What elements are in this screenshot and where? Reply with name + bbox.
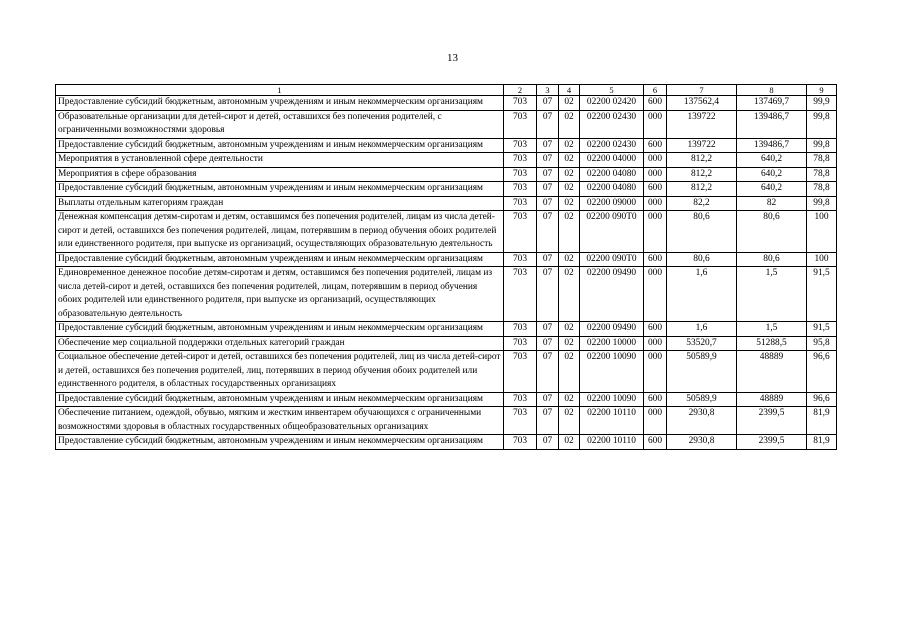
cell-col-section: 07: [537, 196, 559, 211]
cell-col-name: Образовательные организации для детей-сирот и детей, оставшихся без попечения родителей, с ограниченными возможностями здоровья: [56, 110, 504, 138]
cell-col-section: 07: [537, 435, 559, 450]
cell-col-admin: 703: [504, 153, 537, 168]
cell-col-subsection: 02: [559, 322, 580, 337]
cell-col-name: Предоставление субсидий бюджетным, автономным учреждениям и иным некоммерческим организациям: [56, 252, 504, 267]
cell-col-percent: 99,8: [807, 138, 837, 153]
cell-col-target: 02200 02430: [580, 138, 644, 153]
cell-col-type: 600: [644, 182, 667, 197]
cell-col-type: 600: [644, 252, 667, 267]
cell-col-percent: 99,9: [807, 96, 837, 111]
cell-col-subsection: 02: [559, 267, 580, 322]
cell-col-type: 600: [644, 392, 667, 407]
table-row: [56, 182, 837, 197]
cell-col-subsection: 02: [559, 252, 580, 267]
cell-col-admin: 703: [504, 196, 537, 211]
cell-col-plan: 53520,7: [667, 336, 737, 351]
cell-col-plan: 50589,9: [667, 392, 737, 407]
cell-col-name: Единовременное денежное пособие детям-сиротам и детям, оставшимся без попечения родителей, лицам из числа детей-сирот и детей, оставшихся без попечения родителей, лицам, потерявшим в период обучения обоих родителей или единственного родителя, при выпуске из организаций, осуществляющих образовательную деятельность: [56, 267, 504, 322]
cell-col-name: Предоставление субсидий бюджетным, автономным учреждениям и иным некоммерческим организациям: [56, 138, 504, 153]
header-col-name: 1: [56, 85, 504, 96]
cell-col-percent: 100: [807, 252, 837, 267]
cell-col-name: Выплаты отдельным категориям граждан: [56, 196, 504, 211]
cell-col-target: 02200 04000: [580, 153, 644, 168]
cell-col-percent: 91,5: [807, 267, 837, 322]
cell-col-admin: 703: [504, 252, 537, 267]
cell-col-target: 02200 10090: [580, 392, 644, 407]
cell-col-target: 02200 10110: [580, 407, 644, 435]
table-row: [56, 392, 837, 407]
cell-col-name: Социальное обеспечение детей-сирот и детей, оставшихся без попечения родителей, лиц из числа детей-сирот и детей, оставшихся без попечения родителей, лиц, потерявших в период обучения обоих родителей или единственного родителя, в областных государственных организациях: [56, 351, 504, 393]
cell-col-actual: 640,2: [737, 182, 807, 197]
cell-col-percent: 81,9: [807, 435, 837, 450]
cell-col-actual: 80,6: [737, 252, 807, 267]
cell-col-percent: 78,8: [807, 182, 837, 197]
cell-col-plan: 2930,8: [667, 407, 737, 435]
cell-col-type: 000: [644, 407, 667, 435]
header-row: [56, 85, 837, 96]
header-col-target: 5: [580, 85, 644, 96]
cell-col-percent: 99,8: [807, 196, 837, 211]
cell-col-plan: 2930,8: [667, 435, 737, 450]
cell-col-target: 02200 02430: [580, 110, 644, 138]
cell-col-name: Предоставление субсидий бюджетным, автономным учреждениям и иным некоммерческим организациям: [56, 435, 504, 450]
cell-col-type: 000: [644, 351, 667, 393]
cell-col-percent: 95,8: [807, 336, 837, 351]
cell-col-actual: 82: [737, 196, 807, 211]
cell-col-section: 07: [537, 96, 559, 111]
table-row: [56, 267, 837, 322]
cell-col-plan: 50589,9: [667, 351, 737, 393]
cell-col-admin: 703: [504, 435, 537, 450]
cell-col-section: 07: [537, 110, 559, 138]
cell-col-name: Предоставление субсидий бюджетным, автономным учреждениям и иным некоммерческим организациям: [56, 182, 504, 197]
cell-col-percent: 78,8: [807, 167, 837, 182]
cell-col-admin: 703: [504, 267, 537, 322]
cell-col-plan: 139722: [667, 110, 737, 138]
cell-col-plan: 137562,4: [667, 96, 737, 111]
header-col-admin: 2: [504, 85, 537, 96]
cell-col-actual: 2399,5: [737, 407, 807, 435]
cell-col-admin: 703: [504, 96, 537, 111]
cell-col-subsection: 02: [559, 351, 580, 393]
cell-col-percent: 100: [807, 211, 837, 253]
budget-table: [55, 84, 837, 450]
cell-col-type: 000: [644, 196, 667, 211]
cell-col-type: 600: [644, 435, 667, 450]
cell-col-admin: 703: [504, 211, 537, 253]
cell-col-subsection: 02: [559, 182, 580, 197]
cell-col-section: 07: [537, 322, 559, 337]
cell-col-target: 02200 09490: [580, 322, 644, 337]
table-row: [56, 322, 837, 337]
cell-col-subsection: 02: [559, 407, 580, 435]
table-row: [56, 110, 837, 138]
cell-col-type: 600: [644, 322, 667, 337]
cell-col-name: Предоставление субсидий бюджетным, автономным учреждениям и иным некоммерческим организациям: [56, 96, 504, 111]
cell-col-admin: 703: [504, 110, 537, 138]
cell-col-subsection: 02: [559, 435, 580, 450]
cell-col-section: 07: [537, 153, 559, 168]
cell-col-percent: 81,9: [807, 407, 837, 435]
header-col-section: 3: [537, 85, 559, 96]
cell-col-actual: 51288,5: [737, 336, 807, 351]
table-row: [56, 351, 837, 393]
cell-col-type: 000: [644, 267, 667, 322]
table-row: [56, 407, 837, 435]
cell-col-subsection: 02: [559, 153, 580, 168]
cell-col-subsection: 02: [559, 211, 580, 253]
cell-col-target: 02200 04080: [580, 167, 644, 182]
header-col-plan: 7: [667, 85, 737, 96]
cell-col-actual: 1,5: [737, 322, 807, 337]
cell-col-subsection: 02: [559, 110, 580, 138]
cell-col-type: 600: [644, 96, 667, 111]
cell-col-type: 000: [644, 110, 667, 138]
cell-col-section: 07: [537, 167, 559, 182]
cell-col-target: 02200 04080: [580, 182, 644, 197]
header-col-subsection: 4: [559, 85, 580, 96]
cell-col-name: Мероприятия в сфере образования: [56, 167, 504, 182]
cell-col-percent: 99,8: [807, 110, 837, 138]
cell-col-admin: 703: [504, 351, 537, 393]
cell-col-percent: 78,8: [807, 153, 837, 168]
cell-col-subsection: 02: [559, 336, 580, 351]
table-row: [56, 96, 837, 111]
cell-col-subsection: 02: [559, 138, 580, 153]
cell-col-name: Предоставление субсидий бюджетным, автономным учреждениям и иным некоммерческим организациям: [56, 322, 504, 337]
cell-col-actual: 48889: [737, 392, 807, 407]
table-row: [56, 167, 837, 182]
cell-col-type: 600: [644, 138, 667, 153]
table-row: [56, 138, 837, 153]
cell-col-subsection: 02: [559, 96, 580, 111]
page-number: 13: [447, 52, 458, 64]
cell-col-target: 02200 10090: [580, 351, 644, 393]
cell-col-plan: 139722: [667, 138, 737, 153]
cell-col-percent: 96,6: [807, 392, 837, 407]
cell-col-plan: 812,2: [667, 182, 737, 197]
cell-col-actual: 137469,7: [737, 96, 807, 111]
cell-col-section: 07: [537, 252, 559, 267]
cell-col-section: 07: [537, 267, 559, 322]
header-col-actual: 8: [737, 85, 807, 96]
cell-col-plan: 812,2: [667, 167, 737, 182]
cell-col-section: 07: [537, 336, 559, 351]
cell-col-actual: 48889: [737, 351, 807, 393]
cell-col-actual: 640,2: [737, 153, 807, 168]
table-row: [56, 211, 837, 253]
cell-col-actual: 2399,5: [737, 435, 807, 450]
cell-col-name: Обеспечение мер социальной поддержки отдельных категорий граждан: [56, 336, 504, 351]
table-row: [56, 196, 837, 211]
table-row: [56, 153, 837, 168]
cell-col-percent: 96,6: [807, 351, 837, 393]
cell-col-admin: 703: [504, 167, 537, 182]
cell-col-subsection: 02: [559, 392, 580, 407]
cell-col-section: 07: [537, 351, 559, 393]
cell-col-actual: 139486,7: [737, 138, 807, 153]
cell-col-target: 02200 02420: [580, 96, 644, 111]
header-col-percent: 9: [807, 85, 837, 96]
cell-col-target: 02200 09490: [580, 267, 644, 322]
cell-col-section: 07: [537, 392, 559, 407]
cell-col-plan: 812,2: [667, 153, 737, 168]
cell-col-actual: 640,2: [737, 167, 807, 182]
cell-col-name: Денежная компенсация детям-сиротам и детям, оставшимся без попечения родителей, лицам из числа детей-сирот и детей, оставшихся без попечения родителей, лицам, потерявшим в период обучения обоих родителей или единственного родителя, при выпуске из организаций, осуществляющих образовательную деятельность: [56, 211, 504, 253]
cell-col-actual: 1,5: [737, 267, 807, 322]
cell-col-plan: 82,2: [667, 196, 737, 211]
table-body: [56, 96, 837, 450]
cell-col-plan: 80,6: [667, 252, 737, 267]
cell-col-admin: 703: [504, 407, 537, 435]
cell-col-subsection: 02: [559, 167, 580, 182]
cell-col-section: 07: [537, 211, 559, 253]
cell-col-target: 02200 090Т0: [580, 252, 644, 267]
cell-col-section: 07: [537, 407, 559, 435]
cell-col-section: 07: [537, 182, 559, 197]
cell-col-admin: 703: [504, 322, 537, 337]
cell-col-name: Мероприятия в установленной сфере деятельности: [56, 153, 504, 168]
cell-col-name: Предоставление субсидий бюджетным, автономным учреждениям и иным некоммерческим организациям: [56, 392, 504, 407]
table-row: [56, 336, 837, 351]
cell-col-percent: 91,5: [807, 322, 837, 337]
cell-col-type: 000: [644, 153, 667, 168]
cell-col-type: 000: [644, 211, 667, 253]
cell-col-plan: 1,6: [667, 267, 737, 322]
cell-col-admin: 703: [504, 182, 537, 197]
cell-col-name: Обеспечение питанием, одеждой, обувью, мягким и жестким инвентарем обучающихся с ограниченными возможностями здоровья в областных государственных общеобразовательных организациях: [56, 407, 504, 435]
cell-col-admin: 703: [504, 392, 537, 407]
cell-col-target: 02200 10000: [580, 336, 644, 351]
cell-col-type: 000: [644, 336, 667, 351]
cell-col-target: 02200 09000: [580, 196, 644, 211]
cell-col-actual: 139486,7: [737, 110, 807, 138]
cell-col-type: 000: [644, 167, 667, 182]
cell-col-plan: 1,6: [667, 322, 737, 337]
cell-col-target: 02200 090Т0: [580, 211, 644, 253]
cell-col-plan: 80,6: [667, 211, 737, 253]
table-row: [56, 435, 837, 450]
cell-col-target: 02200 10110: [580, 435, 644, 450]
cell-col-actual: 80,6: [737, 211, 807, 253]
header-col-type: 6: [644, 85, 667, 96]
cell-col-subsection: 02: [559, 196, 580, 211]
cell-col-admin: 703: [504, 336, 537, 351]
cell-col-section: 07: [537, 138, 559, 153]
cell-col-admin: 703: [504, 138, 537, 153]
table-row: [56, 252, 837, 267]
